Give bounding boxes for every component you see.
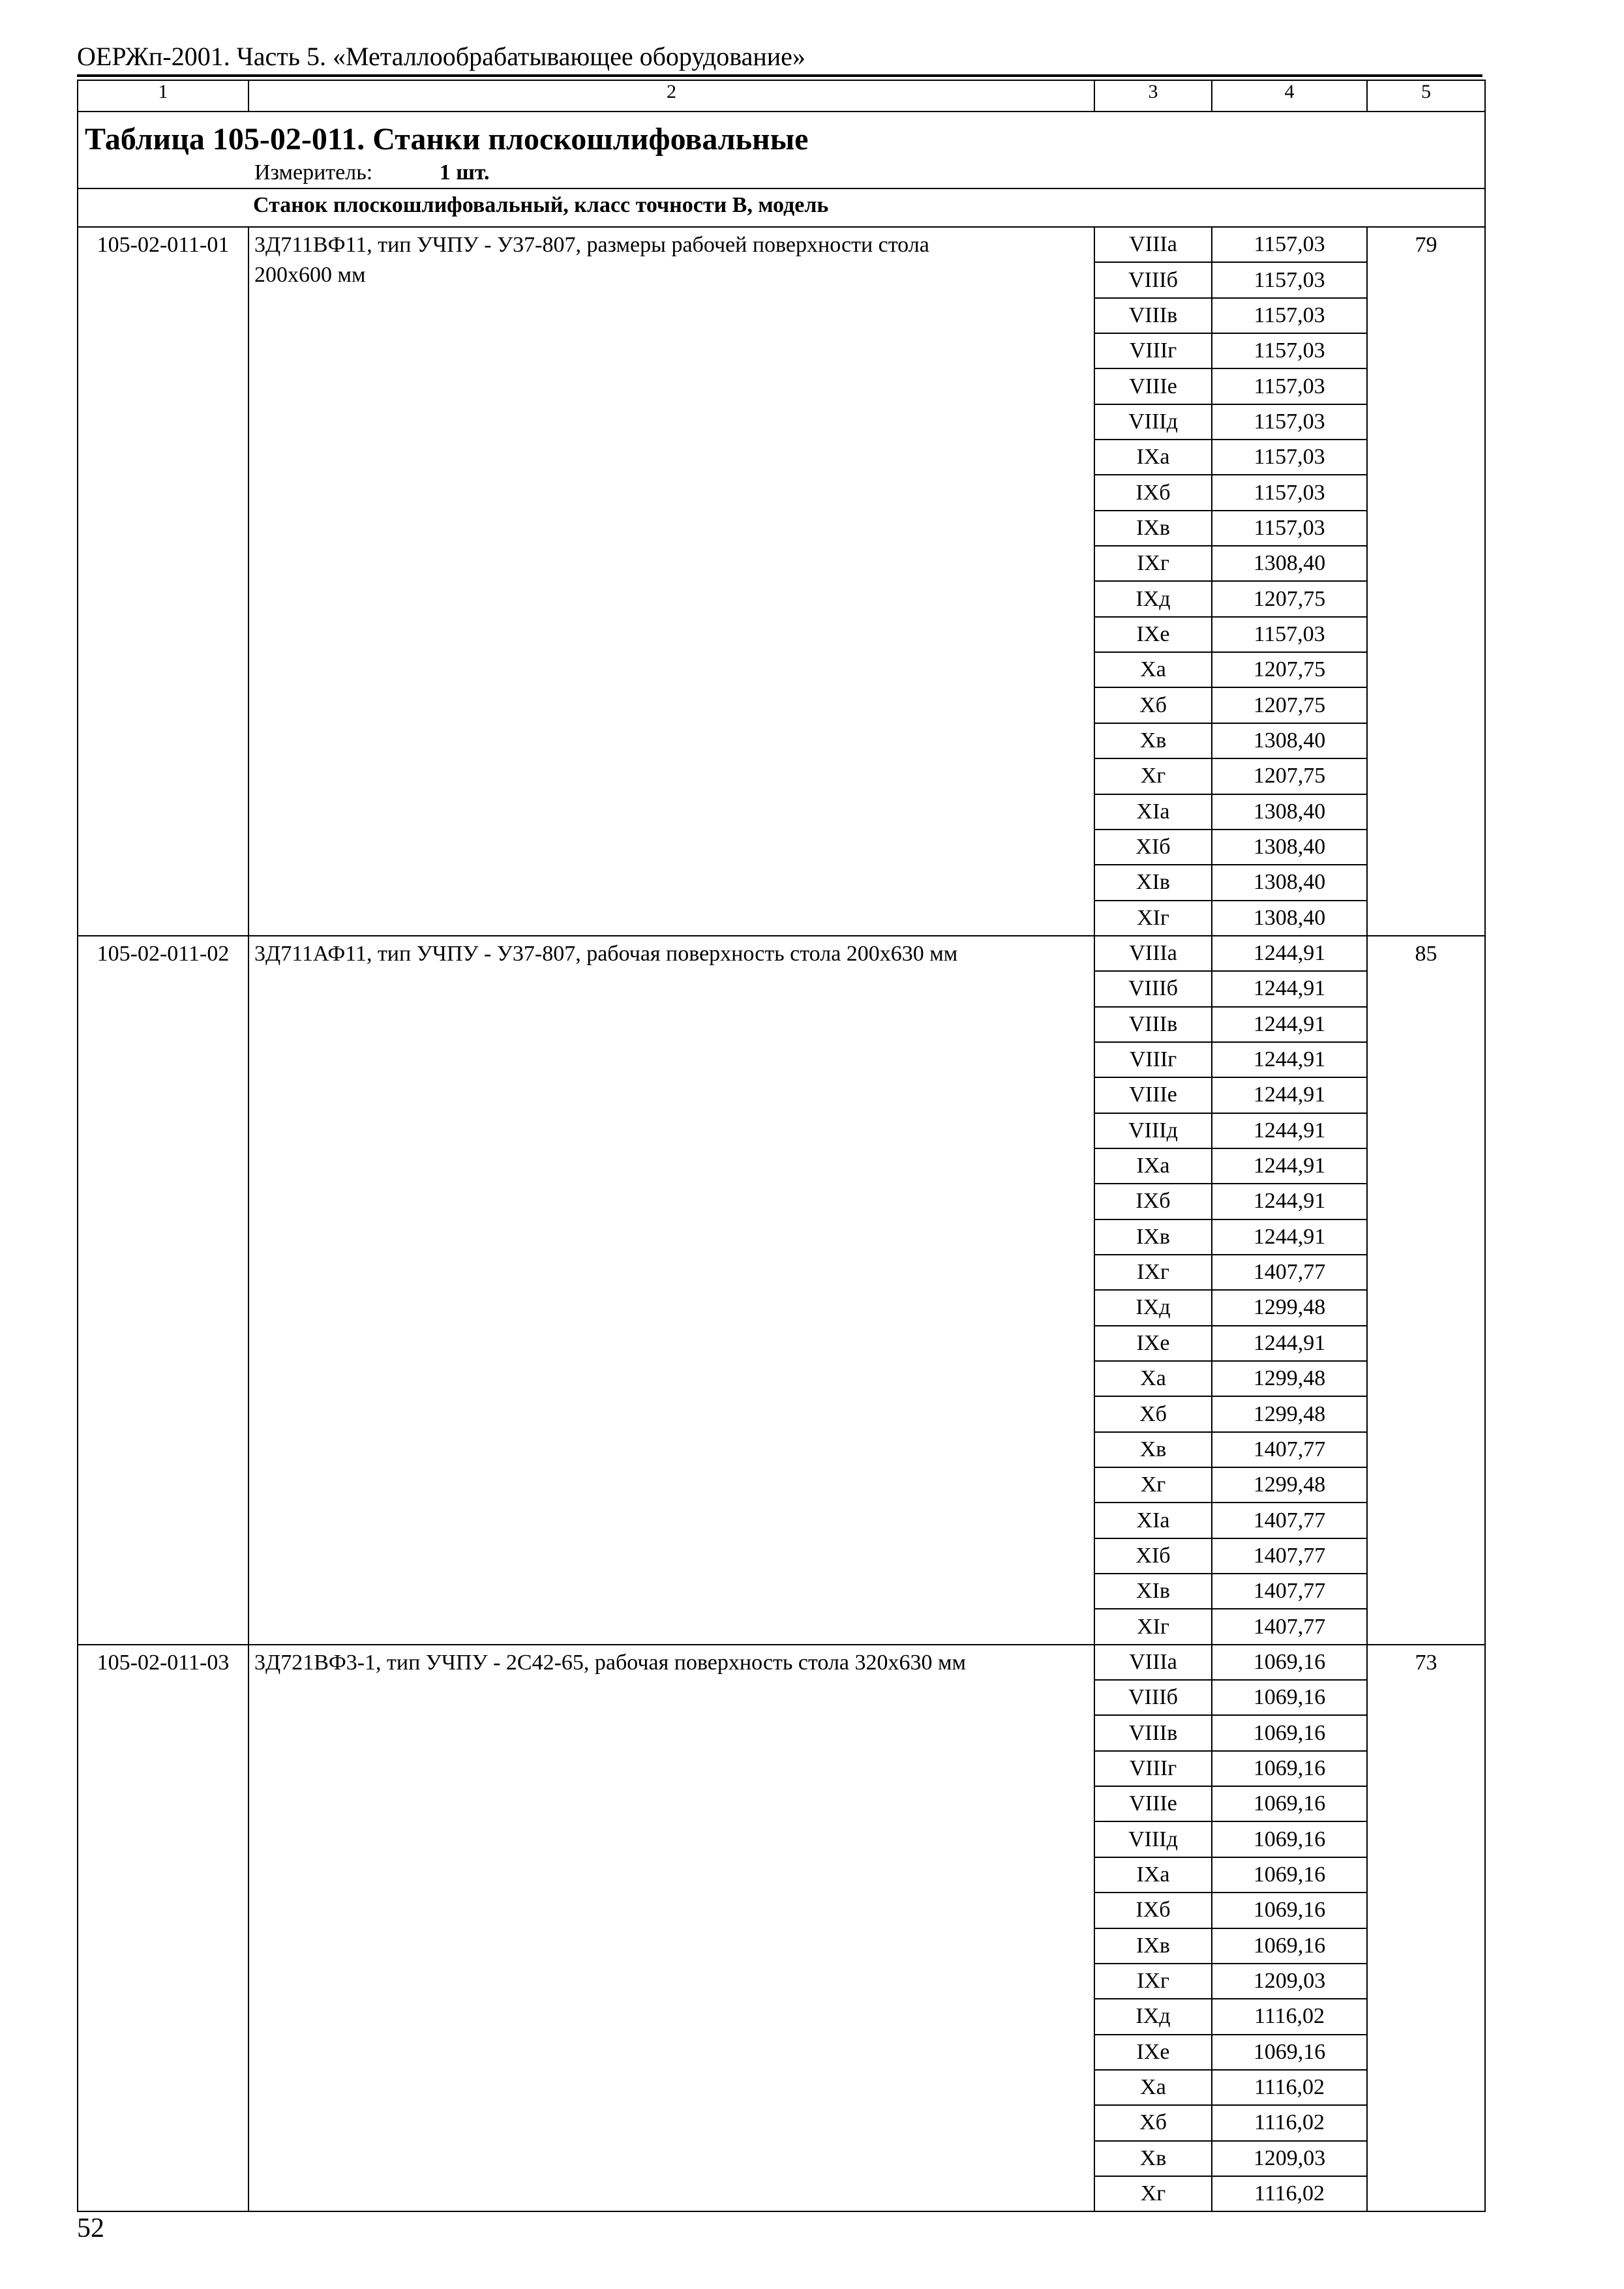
meter: [78, 159, 1484, 187]
item-coefficient: 79: [1367, 227, 1485, 936]
price-value: 1308,40: [1212, 901, 1367, 936]
area-class: VIIIа: [1094, 227, 1212, 262]
price-value: 1209,03: [1212, 2141, 1367, 2176]
price-value: 1407,77: [1212, 1432, 1367, 1467]
price-value: 1407,77: [1212, 1538, 1367, 1574]
table-row: [78, 936, 1485, 971]
area-class: VIIIг: [1094, 1042, 1212, 1077]
area-class: XIг: [1094, 901, 1212, 936]
price-value: 1244,91: [1212, 1042, 1367, 1077]
price-value: 1407,77: [1212, 1503, 1367, 1538]
area-class: XIа: [1094, 1503, 1212, 1538]
item-description: 3Д721ВФ3-1, тип УЧПУ - 2С42-65, рабочая поверхность стола 320х630 мм: [254, 1650, 967, 1675]
page-header: ОЕРЖп-2001. Часть 5. «Металлообрабатывающее оборудование»: [77, 42, 805, 71]
table-body: [78, 80, 1485, 2211]
area-class: Xа: [1094, 2070, 1212, 2105]
area-class: VIIIб: [1094, 1680, 1212, 1715]
area-class: VIIIд: [1094, 1821, 1212, 1857]
area-class: Xа: [1094, 652, 1212, 687]
price-value: 1069,16: [1212, 1751, 1367, 1786]
area-class: VIIIд: [1094, 404, 1212, 440]
area-class: VIIIд: [1094, 1113, 1212, 1148]
price-value: 1069,16: [1212, 1715, 1367, 1750]
price-table: [77, 80, 1486, 2212]
price-value: 1157,03: [1212, 333, 1367, 368]
price-value: 1116,02: [1212, 2105, 1367, 2140]
table-row: [78, 1645, 1485, 1680]
area-class: Xб: [1094, 2105, 1212, 2140]
price-value: 1244,91: [1212, 1077, 1367, 1113]
area-class: XIа: [1094, 794, 1212, 830]
area-class: IXа: [1094, 1857, 1212, 1893]
price-value: 1244,91: [1212, 1007, 1367, 1042]
item-code: 105-02-011-02: [78, 936, 248, 1645]
area-class: IXг: [1094, 1255, 1212, 1290]
price-value: 1244,91: [1212, 936, 1367, 971]
price-value: 1069,16: [1212, 1645, 1367, 1680]
area-class: Xг: [1094, 1467, 1212, 1503]
area-class: IXб: [1094, 1184, 1212, 1219]
price-value: 1207,75: [1212, 652, 1367, 687]
page-number: 52: [77, 2213, 104, 2243]
header-rule: [77, 74, 1482, 77]
area-class: IXг: [1094, 1964, 1212, 1999]
price-value: 1157,03: [1212, 262, 1367, 297]
area-class: IXе: [1094, 1326, 1212, 1361]
price-value: 1244,91: [1212, 1326, 1367, 1361]
column-number: 3: [1094, 80, 1212, 112]
price-value: 1069,16: [1212, 1928, 1367, 1964]
price-value: 1069,16: [1212, 1786, 1367, 1821]
price-value: 1157,03: [1212, 617, 1367, 652]
area-class: VIIIб: [1094, 262, 1212, 297]
price-value: 1299,48: [1212, 1290, 1367, 1325]
price-value: 1299,48: [1212, 1361, 1367, 1396]
price-value: 1116,02: [1212, 2070, 1367, 2105]
item-coefficient: 85: [1367, 936, 1485, 1645]
area-class: XIв: [1094, 1574, 1212, 1609]
area-class: IXв: [1094, 1219, 1212, 1255]
price-value: 1308,40: [1212, 794, 1367, 830]
area-class: XIв: [1094, 865, 1212, 900]
area-class: VIIIб: [1094, 971, 1212, 1006]
price-value: 1308,40: [1212, 723, 1367, 758]
price-value: 1209,03: [1212, 1964, 1367, 1999]
area-class: IXв: [1094, 1928, 1212, 1964]
price-value: 1116,02: [1212, 1999, 1367, 2034]
table-title-cell: [78, 112, 1485, 188]
area-class: Xг: [1094, 2176, 1212, 2211]
area-class: IXе: [1094, 2035, 1212, 2070]
meter-label: Измеритель:: [254, 160, 373, 185]
price-value: 1069,16: [1212, 2035, 1367, 2070]
area-class: Xв: [1094, 723, 1212, 758]
area-class: Xв: [1094, 1432, 1212, 1467]
price-value: 1308,40: [1212, 865, 1367, 900]
area-class: IXг: [1094, 546, 1212, 581]
table-row: [78, 227, 1485, 262]
item-description-cell: [248, 936, 1094, 1645]
meter-value: 1 шт.: [439, 160, 490, 185]
item-description-cell: [248, 1645, 1094, 2212]
item-description-cell: [248, 227, 1094, 936]
price-value: 1308,40: [1212, 546, 1367, 581]
price-value: 1244,91: [1212, 971, 1367, 1006]
column-number: 4: [1212, 80, 1367, 112]
area-class: VIIIе: [1094, 1786, 1212, 1821]
price-value: 1157,03: [1212, 368, 1367, 404]
area-class: Xб: [1094, 1396, 1212, 1431]
price-value: 1157,03: [1212, 404, 1367, 440]
column-number: 2: [248, 80, 1094, 112]
price-value: 1244,91: [1212, 1113, 1367, 1148]
price-value: 1299,48: [1212, 1396, 1367, 1431]
price-value: 1069,16: [1212, 1893, 1367, 1928]
price-value: 1244,91: [1212, 1148, 1367, 1184]
area-class: IXд: [1094, 1999, 1212, 2034]
area-class: VIIIг: [1094, 333, 1212, 368]
section-title: Станок плоскошлифовальный, класс точности В, модель: [253, 193, 829, 217]
price-value: 1207,75: [1212, 581, 1367, 616]
area-class: Xг: [1094, 758, 1212, 794]
area-class: VIIIе: [1094, 368, 1212, 404]
area-class: IXд: [1094, 1290, 1212, 1325]
area-class: Xб: [1094, 687, 1212, 723]
price-value: 1157,03: [1212, 475, 1367, 510]
table-title-row: [78, 112, 1485, 188]
area-class: VIIIа: [1094, 936, 1212, 971]
price-value: 1069,16: [1212, 1857, 1367, 1893]
item-code: 105-02-011-03: [78, 1645, 248, 2212]
price-value: 1157,03: [1212, 440, 1367, 475]
price-value: 1157,03: [1212, 298, 1367, 333]
column-number-row: [78, 80, 1485, 112]
table-title: Таблица 105-02-011. Станки плоскошлифовальные: [85, 122, 809, 157]
section-header-cell: [78, 188, 1485, 227]
price-value: 1157,03: [1212, 511, 1367, 546]
price-value: 1407,77: [1212, 1609, 1367, 1644]
price-value: 1407,77: [1212, 1574, 1367, 1609]
area-class: IXе: [1094, 617, 1212, 652]
area-class: XIб: [1094, 1538, 1212, 1574]
area-class: IXа: [1094, 1148, 1212, 1184]
price-value: 1069,16: [1212, 1680, 1367, 1715]
price-value: 1299,48: [1212, 1467, 1367, 1503]
column-number: 5: [1367, 80, 1485, 112]
price-value: 1157,03: [1212, 227, 1367, 262]
area-class: IXб: [1094, 475, 1212, 510]
price-value: 1407,77: [1212, 1255, 1367, 1290]
price-value: 1244,91: [1212, 1219, 1367, 1255]
item-description: 3Д711АФ11, тип УЧПУ - У37-807, рабочая поверхность стола 200х630 мм: [254, 941, 958, 966]
area-class: Xв: [1094, 2141, 1212, 2176]
price-value: 1244,91: [1212, 1184, 1367, 1219]
area-class: XIг: [1094, 1609, 1212, 1644]
item-code: 105-02-011-01: [78, 227, 248, 936]
price-value: 1116,02: [1212, 2176, 1367, 2211]
area-class: IXа: [1094, 440, 1212, 475]
area-class: VIIIв: [1094, 1715, 1212, 1750]
area-class: IXв: [1094, 511, 1212, 546]
price-value: 1207,75: [1212, 758, 1367, 794]
column-number: 1: [78, 80, 248, 112]
area-class: IXб: [1094, 1893, 1212, 1928]
price-value: 1308,40: [1212, 830, 1367, 865]
item-description: 3Д711ВФ11, тип УЧПУ - У37-807, размеры рабочей поверхности стола 200х600 мм: [254, 233, 929, 287]
section-header-row: [78, 188, 1485, 227]
area-class: VIIIа: [1094, 1645, 1212, 1680]
area-class: VIIIв: [1094, 1007, 1212, 1042]
area-class: VIIIг: [1094, 1751, 1212, 1786]
area-class: IXд: [1094, 581, 1212, 616]
item-coefficient: 73: [1367, 1645, 1485, 2212]
price-value: 1069,16: [1212, 1821, 1367, 1857]
price-value: 1207,75: [1212, 687, 1367, 723]
area-class: Xа: [1094, 1361, 1212, 1396]
area-class: XIб: [1094, 830, 1212, 865]
area-class: VIIIв: [1094, 298, 1212, 333]
area-class: VIIIе: [1094, 1077, 1212, 1113]
